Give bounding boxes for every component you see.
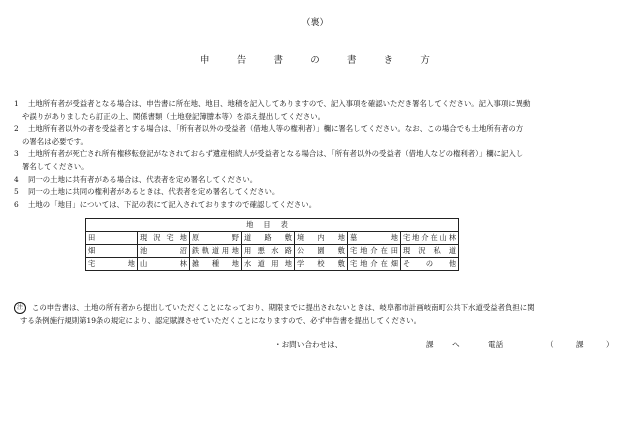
instruction-item-continuation: [14, 136, 620, 149]
contact-label: ・お問い合わせは、: [274, 340, 343, 349]
item-number: 6: [14, 199, 19, 209]
item-text: 署名してください。: [22, 161, 89, 171]
instruction-item-continuation: [14, 161, 620, 174]
land-category-table: [85, 218, 459, 271]
table-cell: 宅地介在山林: [401, 232, 459, 245]
table-cell: 宅地介在畑: [348, 258, 401, 271]
table-cell: 山林: [138, 258, 190, 271]
table-cell: 水道用地: [242, 258, 295, 271]
table-cell: 道路敷: [242, 232, 295, 245]
table-cell: 池沼: [138, 245, 190, 258]
table-cell: 現況私道: [401, 245, 459, 258]
title-char: 告: [236, 55, 247, 66]
instruction-item: [14, 123, 620, 136]
table-cell: 現況宅地: [138, 232, 190, 245]
item-text: 土地所有者が死亡され所有権移転登記がなされておらず遺産相続人が受益者となる場合は、「所有者以外の受益者（借地人などの権利者）」欄に記入し: [28, 149, 524, 159]
table-cell: 宅地: [86, 258, 138, 271]
table-row: [86, 232, 459, 245]
table-cell: 公園敷: [295, 245, 348, 258]
contact-paren-open: （: [546, 340, 554, 349]
table-header: 地目表: [86, 219, 459, 232]
contact-paren-section: 課: [576, 340, 584, 349]
table-cell: 田: [86, 232, 138, 245]
table-cell: 境内地: [295, 232, 348, 245]
table-cell: 墓地: [348, 232, 401, 245]
title-char: 書: [273, 55, 283, 66]
title-char: の: [310, 55, 320, 66]
item-text: の署名は必要です。: [22, 136, 88, 146]
page-title: [200, 52, 430, 66]
table-cell: その他: [401, 258, 459, 271]
item-text: 土地所有者が受益者となる場合は、申告書に所在地、地目、地積を記入してありますので、記入事項を確認いただき署名してください。記入事項に異動: [28, 99, 531, 108]
contact-arrow: へ: [452, 340, 460, 349]
contact-section: 課: [426, 340, 434, 349]
table-cell: 宅地介在田: [348, 245, 401, 258]
item-text: 土地所有者以外の者を受益者とする場合は、「所有者以外の受益者（借地人等の権利者）」欄に署名してください。なお、この場合でも土地所有者の方: [28, 124, 524, 134]
table-cell: 原野: [190, 232, 242, 245]
contact-line: [274, 339, 620, 350]
instruction-item: [14, 98, 620, 111]
instruction-item: [14, 186, 620, 199]
title-char: き: [383, 55, 394, 66]
item-number: 5: [14, 187, 19, 197]
title-char: 申: [200, 55, 210, 66]
item-text: や誤りがありましたら訂正の上、関係書類（土地登記簿謄本等）を添え提出してください。: [22, 111, 326, 121]
item-number: 4: [14, 174, 19, 184]
table-cell: 学校敷: [295, 258, 348, 271]
table-row: [86, 245, 459, 258]
item-text: 同一の土地に共有者がある場合は、代表者を定め署名してください。: [28, 174, 258, 184]
note-section: [14, 302, 620, 327]
table-cell: 用悪水路: [242, 245, 295, 258]
contact-phone: 電話: [488, 340, 504, 349]
note-text: する条例施行規則第19条の規定により、認定賦課させていただくことになりますので、必ず申告書を提出してください。: [20, 315, 421, 325]
table-cell: 畑: [86, 245, 138, 258]
item-number: 2: [14, 124, 19, 134]
item-text: 土地の「地目」については、下記の表にて記入されておりますので確認してください。: [28, 199, 317, 209]
title-char: 書: [346, 55, 357, 66]
table-cell: 鉄軌道用地: [190, 245, 242, 258]
side-label: （裏）: [301, 18, 329, 28]
item-number: 1: [14, 99, 19, 108]
instruction-item-continuation: [14, 111, 620, 124]
item-number: 3: [14, 149, 19, 159]
instruction-item: [14, 174, 620, 187]
instruction-list: [14, 98, 620, 211]
table-row: [86, 258, 459, 271]
instruction-item: [14, 148, 620, 161]
note-mark-icon: 注: [14, 302, 26, 314]
item-text: 同一の土地に共同の権利者があるときは、代表者を定め署名してください。: [28, 187, 280, 197]
note-text: この申告書は、土地の所有者から提出していただくことになっており、期限までに提出されないときは、岐阜都市計画岐南町公共下水道受益者負担に関: [32, 303, 535, 312]
contact-paren-close: ）: [606, 340, 614, 349]
table-cell: 雑種地: [190, 258, 242, 271]
instruction-item: [14, 199, 620, 212]
title-char: 方: [420, 55, 430, 66]
